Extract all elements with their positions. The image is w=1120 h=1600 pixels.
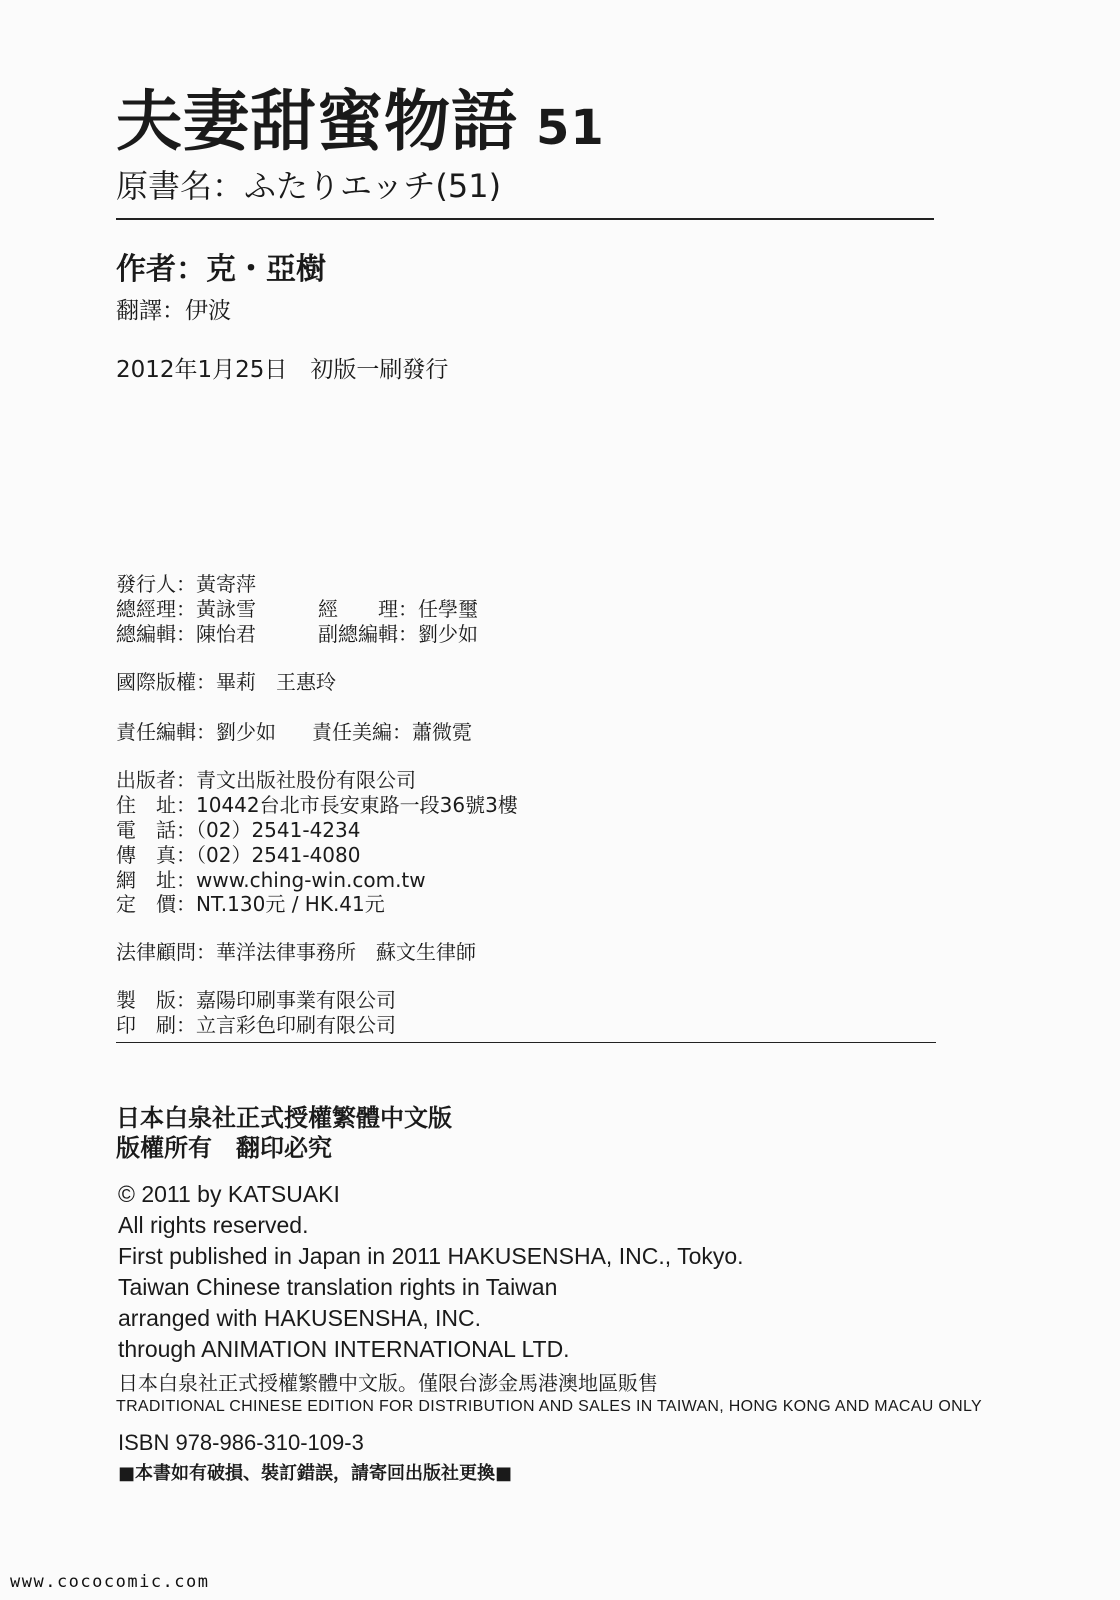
price: 定 價：NT.130元 / HK.41元 [116,892,385,916]
printer: 印 刷：立言彩色印刷有限公司 [116,1013,396,1037]
art-editor: 責任美編：蕭微霓 [312,720,472,744]
copyright-line: arranged with HAKUSENSHA, INC. [118,1305,482,1331]
copyright-line: First published in Japan in 2011 HAKUSENSHA, INC., Tokyo. [118,1243,744,1269]
watermark: www.cococomic.com [10,1572,210,1592]
publisher-fax: 傳 真：（02）2541-4080 [116,843,361,867]
footer-divider [116,1042,936,1043]
publisher-website: 網 址：www.ching-win.com.tw [116,868,426,892]
deputy-chief-editor: 副總編輯：劉少如 [318,622,478,646]
copyright-line: All rights reserved. [118,1212,309,1238]
copyright-line: through ANIMATION INTERNATIONAL LTD. [118,1336,570,1362]
rights-line-2: 版權所有 翻印必究 [116,1133,332,1162]
author: 作者：克・亞樹 [116,252,326,287]
distribution-notice-zh: 日本白泉社正式授權繁體中文版。僅限台澎金馬港澳地區販售 [118,1371,658,1395]
manager: 經 理：任學璽 [318,597,478,621]
publisher-address: 住 址：10442台北市長安東路一段36號3樓 [116,793,518,817]
book-title [116,82,605,168]
volume-number: 51 [536,100,605,156]
translator: 翻譯：伊波 [116,298,231,324]
plate-maker: 製 版：嘉陽印刷事業有限公司 [116,988,396,1012]
publisher-name: 出版者：青文出版社股份有限公司 [116,768,416,792]
general-manager: 總經理：黃詠雪 [116,597,256,621]
header-divider [116,218,934,220]
legal-advisor: 法律顧問：華洋法律事務所 蘇文生律師 [116,940,476,964]
intl-rights: 國際版權：畢莉 王惠玲 [116,670,336,694]
editor: 責任編輯：劉少如 [116,720,276,744]
replacement-notice: ■本書如有破損、裝訂錯誤，請寄回出版社更換■ [118,1463,513,1484]
copyright-line: © 2011 by KATSUAKI [118,1181,340,1207]
rights-line-1: 日本白泉社正式授權繁體中文版 [116,1103,452,1132]
copyright-line: Taiwan Chinese translation rights in Taiwan [118,1274,558,1300]
edition-note: TRADITIONAL CHINESE EDITION FOR DISTRIBUTION AND SALES IN TAIWAN, HONG KONG AND MACAU ONLY [116,1398,982,1415]
chief-editor: 總編輯：陳怡君 [116,622,256,646]
publisher-phone: 電 話：（02）2541-4234 [116,818,361,842]
original-title: 原書名：ふたりエッチ(51) [116,167,502,205]
publication-date: 2012年1月25日 初版一刷發行 [116,357,449,383]
book-title-text: 夫妻甜蜜物語 [116,83,518,160]
isbn: ISBN 978-986-310-109-3 [118,1430,364,1455]
publisher-person: 發行人：黃寄萍 [116,572,256,596]
